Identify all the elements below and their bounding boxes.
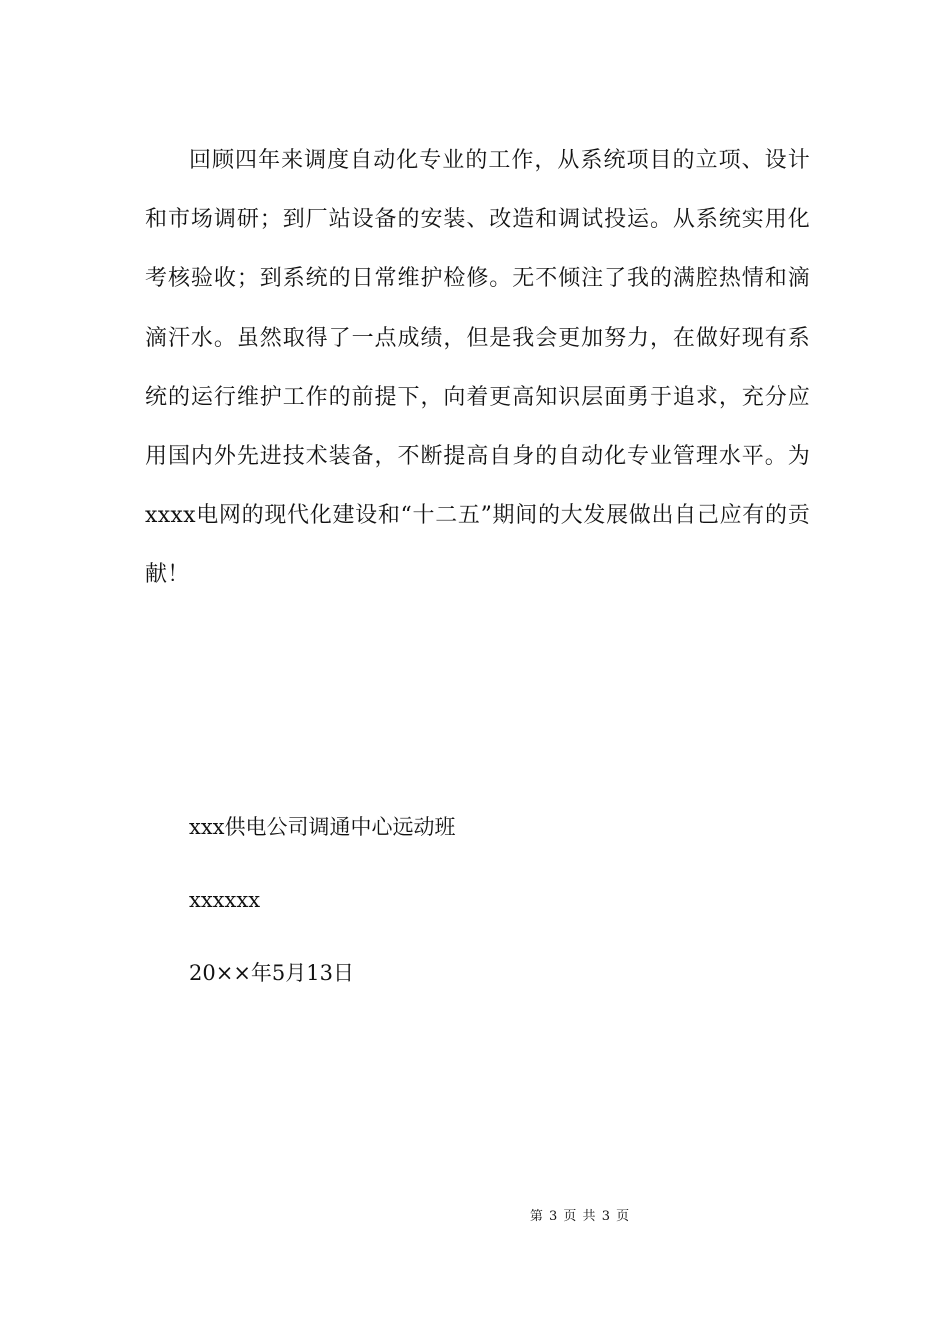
signature-organization: xxx供电公司调通中心远动班	[189, 815, 456, 839]
signature-name: xxxxxx	[189, 888, 261, 912]
body-paragraph: 回顾四年来调度自动化专业的工作，从系统项目的立项、设计和市场调研；到厂站设备的安装、改造和调试投运。从系统实用化考核验收；到系统的日常维护检修。无不倾注了我的满腔热情和滴滴汗水。虽然取得了一点成绩，但是我会更加努力，在做好现有系统的运行维护工作的前提下，向着更高知识层面勇于追求，充分应用国内外先进技术装备，不断提高自身的自动化专业管理水平。为xxxx电网的现代化建设和“十二五”期间的大发展做出自己应有的贡献！	[145, 148, 810, 588]
page-footer-number: 第 3 页 共 3 页	[529, 1209, 631, 1224]
signature-date: 20××年5月13日	[189, 961, 354, 985]
